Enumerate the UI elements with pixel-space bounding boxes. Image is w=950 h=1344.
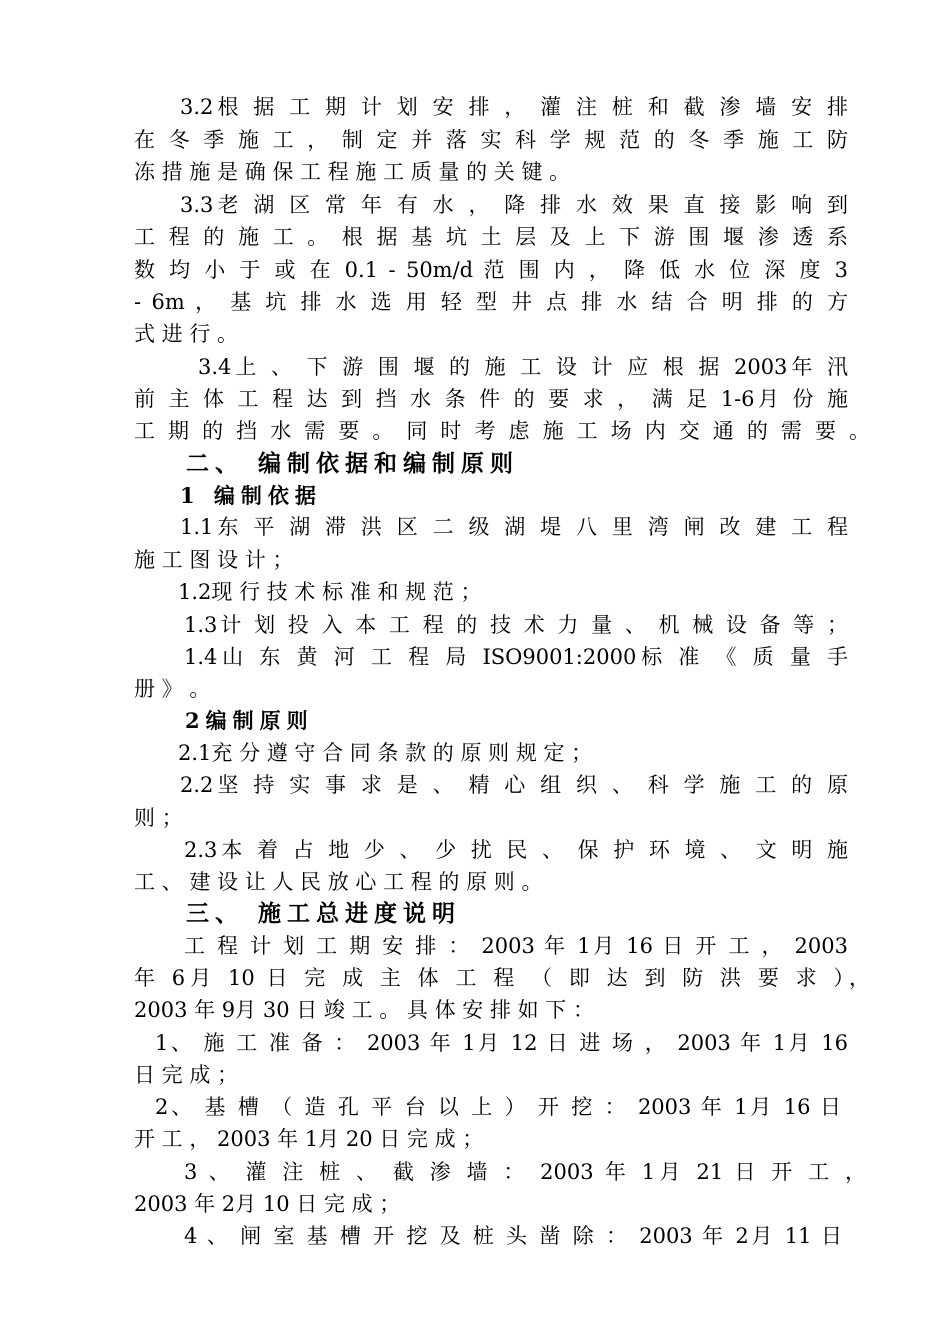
item-2-2-line-1: 2.2坚 持 实 事 求 是 、 精 心 组 织 、 科 学 施 工 的 原 bbox=[180, 773, 848, 797]
schedule-item-1-line-1: 1、 施 工 准 备 ： 2003 年 1月 12 日 进 场 ， 2003 年 1月 16 bbox=[155, 1031, 848, 1055]
para-3-4-line-1: 3.4上 、 下 游 围 堰 的 施 工 设 计 应 根 据 2003年 汛 bbox=[198, 355, 848, 379]
item-2-3-line-2: 工 、 建 设 让 人 民 放 心 工 程 的 原 则 。 bbox=[134, 870, 543, 894]
schedule-intro-line-1: 工 程 计 划 工 期 安 排 ： 2003 年 1月 16 日 开 工 ， 2003 bbox=[184, 934, 848, 958]
schedule-intro-line-3: 2003 年 9月 30 日 竣 工 。 具 体 安 排 如 下 ： bbox=[134, 998, 594, 1022]
item-1-1-line-2: 施 工 图 设 计 ； bbox=[134, 548, 294, 572]
item-2-1: 2.1充 分 遵 守 合 同 条 款 的 原 则 规 定 ； bbox=[178, 741, 593, 765]
item-1-1-line-1: 1.1东 平 湖 滞 洪 区 二 级 湖 堤 八 里 湾 闸 改 建 工 程 bbox=[180, 515, 848, 539]
para-3-3-line-1: 3.3老 湖 区 常 年 有 水 ， 降 排 水 效 果 直 接 影 响 到 bbox=[180, 193, 848, 217]
item-1-3: 1.3计 划 投 入 本 工 程 的 技 术 力 量 、 机 械 设 备 等 ； bbox=[184, 613, 848, 637]
para-3-2-line-2: 在 冬 季 施 工 ， 制 定 并 落 实 科 学 规 范 的 冬 季 施 工 防 bbox=[134, 128, 848, 152]
schedule-intro-line-2: 年 6月 10 日 完 成 主 体 工 程 （ 即 达 到 防 洪 要 求 ）， bbox=[134, 966, 870, 990]
schedule-item-4-line-1: 4 、 闸 室 基 槽 开 挖 及 桩 头 凿 除 ： 2003 年 2月 11 日 bbox=[184, 1224, 842, 1248]
para-3-3-line-4: - 6m ， 基 坑 排 水 选 用 轻 型 井 点 排 水 结 合 明 排 的 方 bbox=[134, 290, 848, 314]
section-2-heading: 二、 编制依据和编制原则 bbox=[186, 450, 520, 477]
item-1-2: 1.2现 行 技 术 标 准 和 规 范 ； bbox=[178, 580, 482, 604]
section-3-heading: 三、 施工总进度说明 bbox=[186, 900, 462, 927]
item-2-2-line-2: 则 ； bbox=[134, 806, 183, 830]
schedule-item-2-line-1: 2、 基 槽 （ 造 孔 平 台 以 上 ） 开 挖 ： 2003 年 1月 16 日 bbox=[155, 1095, 841, 1119]
para-3-3-line-2: 工 程 的 施 工 。 根 据 基 坑 土 层 及 上 下 游 围 堰 渗 透 系 bbox=[134, 225, 848, 249]
para-3-2-line-3: 冻 措 施 是 确 保 工 程 施 工 质 量 的 关 键 。 bbox=[134, 160, 571, 184]
item-1-4-line-1: 1.4山 东 黄 河 工 程 局 ISO9001:2000标 准 《 质 量 手 bbox=[184, 645, 848, 669]
para-3-4-line-2: 前 主 体 工 程 达 到 挡 水 条 件 的 要 求 ， 满 足 1-6月 份 施 bbox=[134, 387, 848, 411]
schedule-item-3-line-1: 3 、 灌 注 桩 、 截 渗 墙 ： 2003 年 1月 21 日 开 工 ， bbox=[184, 1160, 866, 1184]
subsection-2-2-heading: 2编制原则 bbox=[185, 708, 314, 733]
para-3-3-line-3: 数 均 小 于 或 在 0.1 - 50m/d 范 围 内 ， 降 低 水 位 深 度 3 bbox=[134, 258, 848, 282]
schedule-item-2-line-2: 开 工 ， 2003 年 1月 20 日 完 成 ； bbox=[134, 1127, 484, 1151]
item-2-3-line-1: 2.3本 着 占 地 少 、 少 扰 民 、 保 护 环 境 、 文 明 施 bbox=[184, 838, 848, 862]
schedule-item-1-line-2: 日 完 成 ； bbox=[134, 1063, 239, 1087]
para-3-4-line-3: 工 期 的 挡 水 需 要 。 同 时 考 虑 施 工 场 内 交 通 的 需 要 。 bbox=[134, 419, 870, 443]
item-1-4-line-2: 册 》 。 bbox=[134, 677, 211, 701]
para-3-3-line-5: 式 进 行 。 bbox=[134, 322, 239, 346]
para-3-2-line-1: 3.2根 据 工 期 计 划 安 排 ， 灌 注 桩 和 截 渗 墙 安 排 bbox=[180, 95, 848, 119]
subsection-2-1-heading: 1 编制依据 bbox=[180, 483, 322, 508]
schedule-item-3-line-2: 2003 年 2月 10 日 完 成 ； bbox=[134, 1192, 401, 1216]
